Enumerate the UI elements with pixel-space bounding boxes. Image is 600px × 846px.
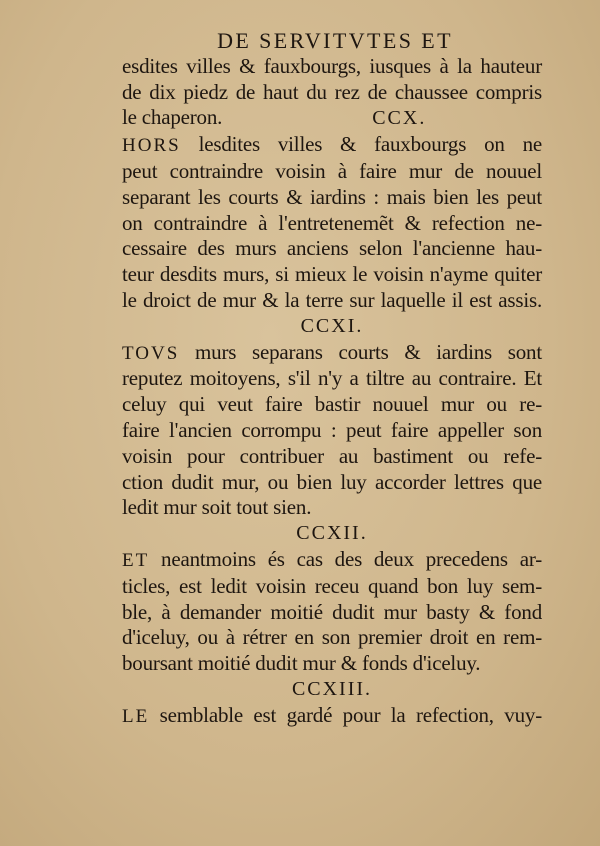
text-line: boursant moitié dudit mur & fonds d'iceluy. — [122, 651, 481, 676]
line-text: le chaperon. — [122, 105, 223, 130]
initial-caps: LE — [122, 705, 150, 727]
text-line — [122, 105, 542, 132]
text-line: ble, à demander moitié dudit mur basty & fond — [122, 599, 542, 624]
initial-caps: HORS — [122, 135, 181, 157]
text-line — [122, 547, 542, 574]
line-text: semblable est gardé pour la refection, vuy- — [159, 702, 542, 727]
text-line: on contraindre à l'entretenemẽt & refection ne- — [122, 210, 542, 235]
article-heading: CCXII. — [296, 522, 368, 545]
article-heading: CCXI. — [300, 314, 364, 337]
text-line: cessaire des murs anciens selon l'ancienne hau- — [122, 236, 542, 261]
text-line: reputez moitoyens, s'il n'y a tiltre au contraire. Et — [122, 366, 542, 391]
line-text: murs separans courts & iardins sont — [195, 339, 542, 364]
article-heading: CCXIII. — [291, 677, 373, 700]
text-line: le droict de mur & la terre sur laquelle il est assis. — [122, 287, 542, 312]
text-line — [122, 340, 542, 367]
text-line: separant les courts & iardins : mais bien les peut — [122, 184, 542, 209]
initial-caps: ET — [122, 549, 150, 571]
running-head: DE SERVITVTES ET — [217, 28, 453, 53]
text-line: voisin pour contribuer au bastiment ou refe- — [122, 443, 542, 468]
article-number: CCX. — [372, 107, 427, 130]
text-line: de dix piedz de haut du rez de chaussee compris — [122, 79, 542, 104]
text-line: ticles, est ledit voisin receu quand bon luy sem- — [122, 573, 542, 598]
text-line: d'iceluy, ou à rétrer en son premier droit en rem- — [122, 625, 542, 650]
line-text: lesdites villes & fauxbourgs on ne — [198, 132, 542, 157]
text-line: ledit mur soit tout sien. — [122, 495, 312, 520]
text-line: ction dudit mur, ou bien luy accorder lettres que — [122, 469, 542, 494]
text-line: esdites villes & fauxbourgs, iusques à la hauteur — [122, 53, 542, 78]
text-line: peut contraindre voisin à faire mur de nouuel — [122, 158, 542, 183]
page-text — [122, 28, 542, 730]
line-text: neantmoins és cas des deux precedens ar- — [161, 546, 542, 571]
text-line — [122, 703, 542, 730]
initial-caps: TOVS — [122, 342, 180, 364]
text-line — [122, 132, 542, 159]
text-line: faire l'ancien corrompu : peut faire appeller son — [122, 417, 542, 442]
text-line: teur desdits murs, si mieux le voisin n'ayme quiter — [122, 262, 542, 287]
text-line: celuy qui veut faire bastir nouuel mur ou re- — [122, 392, 542, 417]
